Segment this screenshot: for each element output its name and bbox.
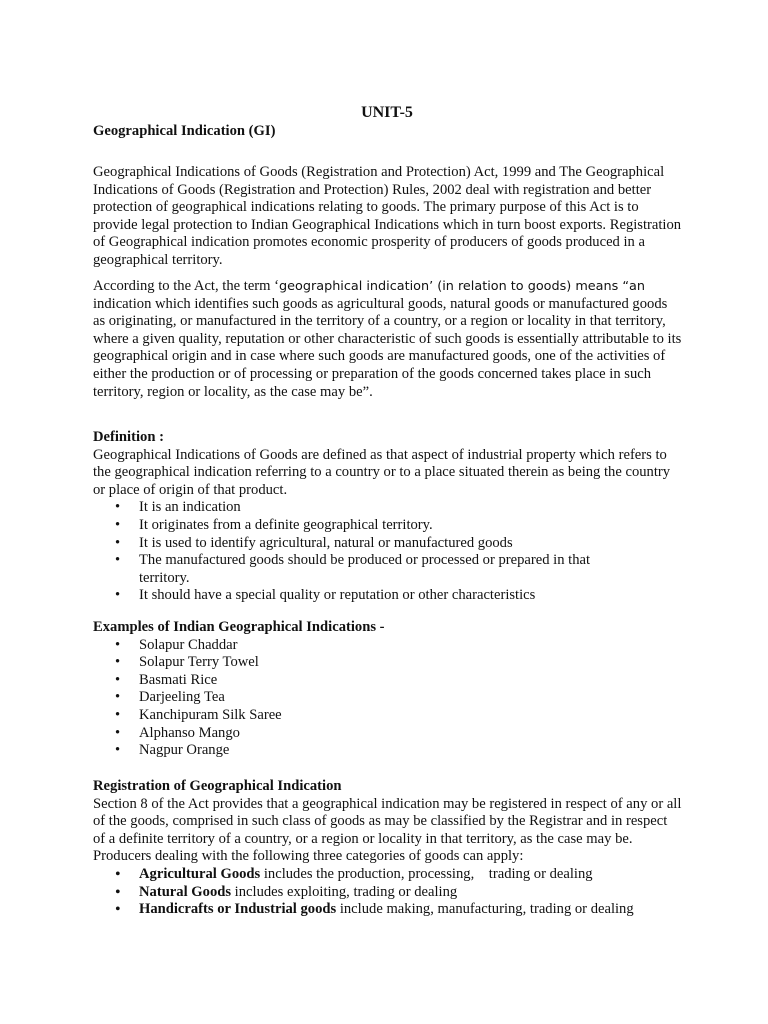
list-item: • It originates from a definite geographical territory. [115,516,433,533]
bullet-icon: • [115,883,121,901]
bullet-icon: • [115,636,121,653]
list-item: • Solapur Terry Towel [115,654,259,671]
list-item: • Handicrafts or Industrial goods include making, manufacturing, trading or dealing [115,901,634,919]
bullet-icon: • [115,654,121,671]
examples-list [93,637,683,760]
bullet-icon: • [115,706,121,723]
list-item: • The manufactured goods should be produced or processed or prepared in that territory. [115,552,591,586]
list-item: • Nagpur Orange [115,742,230,759]
registration-heading: Registration of Geographical Indication [93,778,342,794]
bullet-icon: • [115,724,121,741]
list-item: • Agricultural Goods includes the production, processing, trading or dealing [115,865,593,883]
examples-heading: Examples of Indian Geographical Indications - [93,619,385,635]
registration-section [93,778,683,919]
list-item: • Darjeeling Tea [115,689,225,706]
definition-list [93,499,683,605]
list-item: • Basmati Rice [115,671,218,688]
bullet-icon: • [115,587,121,604]
definition-text: Geographical Indications of Goods are defined as that aspect of industrial property which refers to the geographical indication referring to a country or to a place situated therein as being the country or place of origin of that product. [93,446,671,498]
act-term-quote: geographical indication’ (in relation to goods) means “an [279,279,645,294]
bullet-icon: • [115,552,121,569]
bullet-icon: • [115,516,121,533]
bullet-icon: • [115,901,121,919]
registration-text: Section 8 of the Act provides that a geographical indication may be registered in respect of any or all of the goods, comprised in such class of goods as may be classified by the Registrar and in respect of a definite territory of a country, or a region or locality in that territory, as the case may be. [93,795,682,847]
bullet-icon: • [115,742,121,759]
list-item: • It is an indication [115,499,241,516]
bullet-icon: • [115,499,121,516]
list-item: • It should have a special quality or reputation or other characteristics [115,587,536,604]
categories-list [93,866,683,919]
producers-line: Producers dealing with the following three categories of goods can apply: [93,848,524,865]
bullet-icon: • [115,865,121,883]
act-term-body: indication which identifies such goods as agricultural goods, natural goods or manufactured goods as originating, or manufactured in the territory of a country, or a region or locality in that territory, where a given quality, reputation or other characteristic of such goods is essentially attributable to its geographical origin and in case where such goods are manufactured goods, one of the activities of either the production or of processing or preparation of the goods concerned takes place in such territory, region or locality, as the case may be”. [93,295,682,400]
act-term-lead: According to the Act, the term ‘ [93,278,280,294]
list-item: • It is used to identify agricultural, natural or manufactured goods [115,534,513,551]
examples-section [93,619,683,760]
act-term-paragraph [93,278,683,401]
list-item: • Kanchipuram Silk Saree [115,706,282,723]
definition-section [93,429,683,605]
list-item: • Alphanso Mango [115,724,240,741]
list-item: • Solapur Chaddar [115,636,238,653]
list-item: • Natural Goods includes exploiting, trading or dealing [115,883,458,901]
unit-title: UNIT-5 [361,104,413,121]
bullet-icon: • [115,671,121,688]
intro-paragraph: Geographical Indications of Goods (Registration and Protection) Act, 1999 and The Geographical Indications of Goods (Registration and Protection) Rules, 2002 deal with registration and better protection of geographical indications relating to goods. The primary purpose of this Act is to provide legal protection to Indian Geographical Indications which in turn boost exports. Registration of Geographical indication promotes economic prosperity of producers of goods produced in a geographical territory. [93,164,682,268]
bullet-icon: • [115,689,121,706]
bullet-icon: • [115,534,121,551]
gi-heading: Geographical Indication (GI) [93,123,276,139]
definition-heading: Definition : [93,429,164,445]
